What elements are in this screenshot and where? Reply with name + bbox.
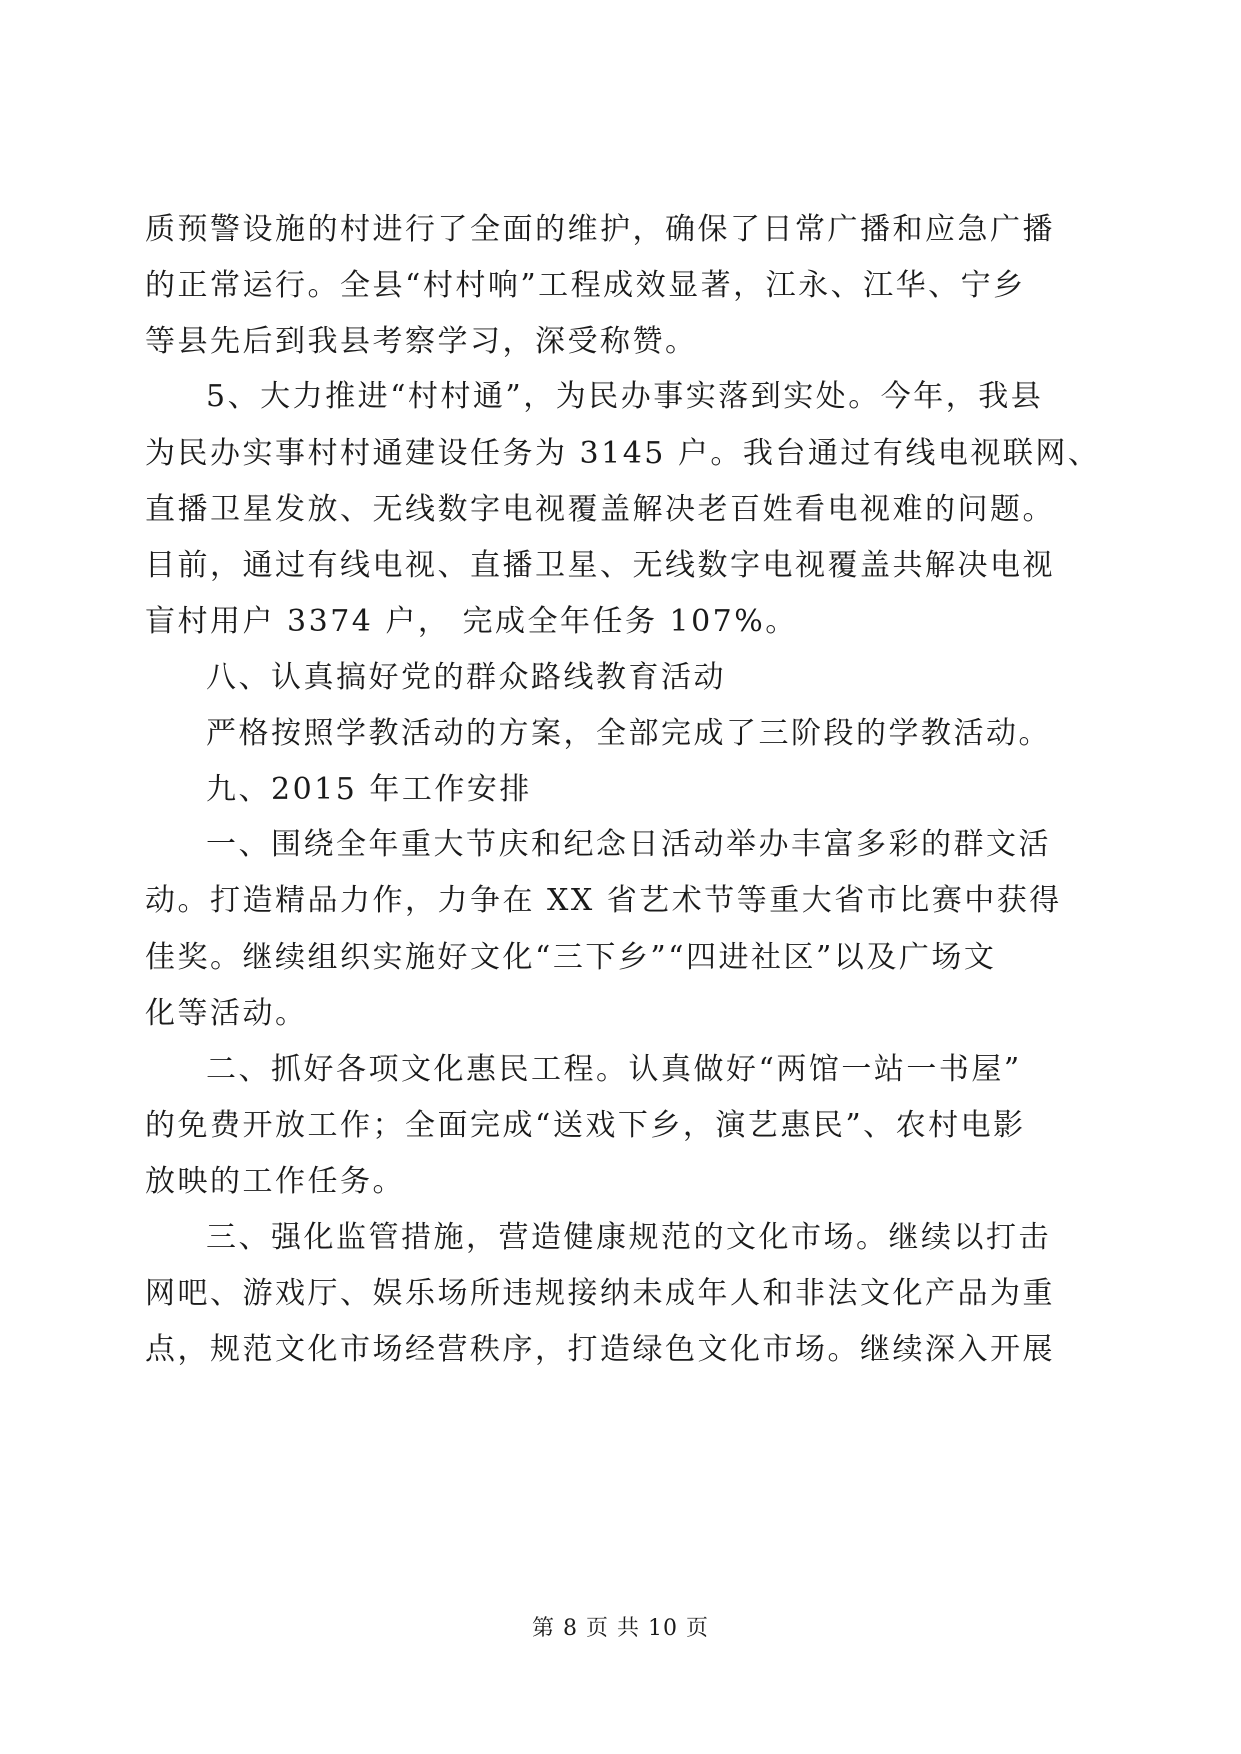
body-line: 盲村用户 3374 户， 完成全年任务 107%。 <box>145 604 798 639</box>
body-line: 的正常运行。全县“村村响”工程成效显著，江永、江华、宁乡 <box>145 268 1026 303</box>
page-number-footer: 第 8 页 共 10 页 <box>532 1616 709 1641</box>
body-line: 5、大力推进“村村通”，为民办事实落到实处。今年，我县 <box>206 379 1044 414</box>
body-line: 动。打造精品力作，力争在 XX 省艺术节等重大省市比赛中获得 <box>145 883 1062 918</box>
body-line: 点，规范文化市场经营秩序，打造绿色文化市场。继续深入开展 <box>145 1332 1055 1367</box>
body-line: 三、强化监管措施，营造健康规范的文化市场。继续以打击 <box>206 1220 1051 1255</box>
body-line: 化等活动。 <box>145 996 308 1031</box>
body-line: 等县先后到我县考察学习，深受称赞。 <box>145 324 698 359</box>
body-line: 目前，通过有线电视、直播卫星、无线数字电视覆盖共解决电视 <box>145 548 1055 583</box>
body-line: 放映的工作任务。 <box>145 1164 405 1199</box>
section-heading: 九、2015 年工作安排 <box>206 772 532 807</box>
body-line: 一、围绕全年重大节庆和纪念日活动举办丰富多彩的群文活 <box>206 827 1051 862</box>
body-line: 为民办实事村村通建设任务为 3145 户。我台通过有线电视联网、 <box>145 436 1101 471</box>
section-heading: 八、认真搞好党的群众路线教育活动 <box>206 660 726 695</box>
body-line: 质预警设施的村进行了全面的维护，确保了日常广播和应急广播 <box>145 212 1055 247</box>
body-line: 直播卫星发放、无线数字电视覆盖解决老百姓看电视难的问题。 <box>145 492 1055 527</box>
body-line: 严格按照学教活动的方案，全部完成了三阶段的学教活动。 <box>206 716 1051 751</box>
body-line: 的免费开放工作；全面完成“送戏下乡，演艺惠民”、农村电影 <box>145 1108 1026 1143</box>
body-line: 佳奖。继续组织实施好文化“三下乡”“四进社区”以及广场文 <box>145 940 997 975</box>
body-line: 二、抓好各项文化惠民工程。认真做好“两馆一站一书屋” <box>206 1052 1022 1087</box>
body-line: 网吧、游戏厅、娱乐场所违规接纳未成年人和非法文化产品为重 <box>145 1276 1055 1311</box>
